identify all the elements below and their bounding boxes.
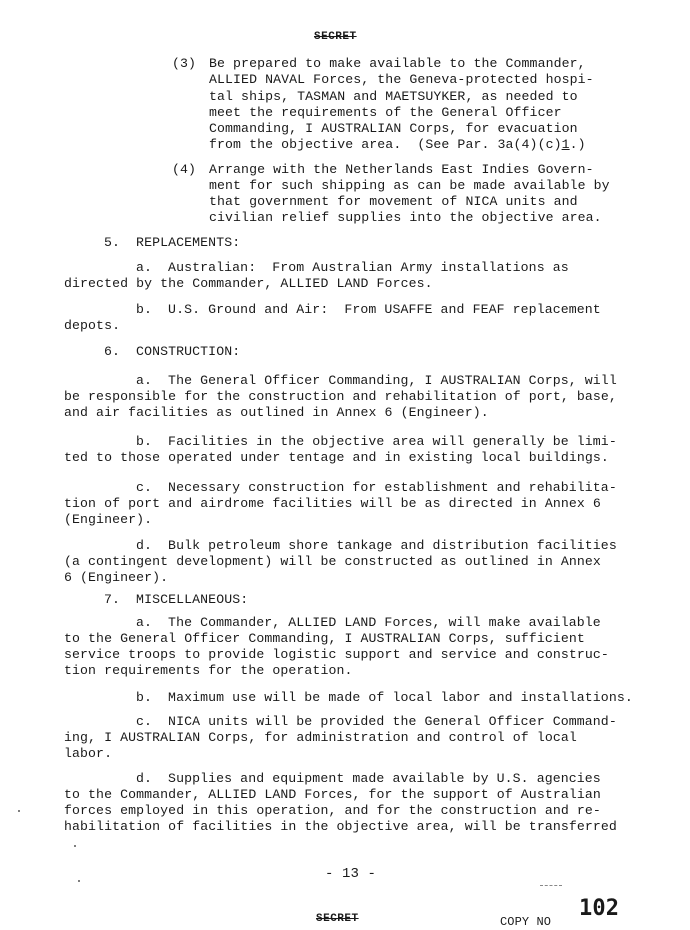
scan-speck <box>18 810 20 812</box>
item-3-line: meet the requirements of the General Officer <box>209 105 562 120</box>
item-3-last-line <box>209 137 586 153</box>
section-7a-line: tion requirements for the operation. <box>64 663 353 678</box>
copy-number: 102 <box>579 896 620 921</box>
copy-number-label: COPY NO <box>500 915 552 929</box>
section-6d-line: 6 (Engineer). <box>64 570 169 585</box>
section-5b-line: depots. <box>64 318 121 333</box>
page-number: - 13 - <box>325 866 377 882</box>
section-7c-line: ing, I AUSTRALIAN Corps, for administration and control of local <box>64 730 577 745</box>
section-7-heading: 7. MISCELLANEOUS: <box>104 592 249 607</box>
section-7a-line: to the General Officer Commanding, I AUSTRALIAN Corps, sufficient <box>64 631 585 646</box>
section-6a-line: and air facilities as outlined in Annex 6 (Engineer). <box>64 405 489 420</box>
item-3-line: Be prepared to make available to the Commander, <box>209 56 586 71</box>
scan-mark <box>540 885 562 886</box>
item-4-line: ment for such shipping as can be made available by <box>209 178 610 193</box>
item-4-line: civilian relief supplies into the objective area. <box>209 210 602 225</box>
scan-speck <box>74 845 76 847</box>
item-3-line: Commanding, I AUSTRALIAN Corps, for evacuation <box>209 121 578 136</box>
section-7d-line: d. Supplies and equipment made available by U.S. agencies <box>136 771 601 786</box>
section-7d-line: forces employed in this operation, and for the construction and re- <box>64 803 601 818</box>
item-3-line: ALLIED NAVAL Forces, the Geneva-protected hospi- <box>209 72 594 87</box>
section-6-heading: 6. CONSTRUCTION: <box>104 344 241 359</box>
section-5b-line: b. U.S. Ground and Air: From USAFFE and FEAF replacement <box>136 302 601 317</box>
item-3-marker: (3) <box>172 56 197 71</box>
item-4-marker: (4) <box>172 162 197 177</box>
section-6a-line: be responsible for the construction and rehabilitation of port, base, <box>64 389 617 404</box>
section-7c-line: labor. <box>64 746 113 761</box>
section-6c-line: (Engineer). <box>64 512 153 527</box>
scan-speck <box>78 880 80 882</box>
header-classification-stamp: SECRET <box>314 31 357 43</box>
section-6b-line: b. Facilities in the objective area will generally be limi- <box>136 434 617 449</box>
section-6a-line: a. The General Officer Commanding, I AUSTRALIAN Corps, will <box>136 373 617 388</box>
item-3-line: tal ships, TASMAN and MAETSUYKER, as needed to <box>209 89 578 104</box>
section-6d-line: d. Bulk petroleum shore tankage and distribution facilities <box>136 538 617 553</box>
section-7c-line: c. NICA units will be provided the General Officer Command- <box>136 714 617 729</box>
section-5a-line: a. Australian: From Australian Army installations as <box>136 260 569 275</box>
section-6c-line: c. Necessary construction for establishment and rehabilita- <box>136 480 617 495</box>
item-4-line: that government for movement of NICA units and <box>209 194 578 209</box>
item-3-line: from the objective area. (See Par. 3a(4)(c) <box>209 137 562 152</box>
section-6b-line: ted to those operated under tentage and in existing local buildings. <box>64 450 609 465</box>
section-5-heading: 5. REPLACEMENTS: <box>104 235 241 250</box>
item-4-line: Arrange with the Netherlands East Indies Govern- <box>209 162 594 177</box>
section-6d-line: (a contingent development) will be constructed as outlined in Annex <box>64 554 601 569</box>
footer-classification-stamp: SECRET <box>316 913 359 925</box>
section-7b-line: b. Maximum use will be made of local labor and installations. <box>136 690 633 705</box>
section-6c-line: tion of port and airdrome facilities will be as directed in Annex 6 <box>64 496 601 511</box>
section-7a-line: a. The Commander, ALLIED LAND Forces, will make available <box>136 615 601 630</box>
item-3-ref-tail: .) <box>569 137 586 152</box>
section-5a-line: directed by the Commander, ALLIED LAND Forces. <box>64 276 433 291</box>
section-7d-line: to the Commander, ALLIED LAND Forces, for the support of Australian <box>64 787 601 802</box>
section-7a-line: service troops to provide logistic support and service and construc- <box>64 647 609 662</box>
item-3-ref-underlined: 1 <box>561 137 570 152</box>
section-7d-line: habilitation of facilities in the objective area, will be transferred <box>64 819 617 834</box>
